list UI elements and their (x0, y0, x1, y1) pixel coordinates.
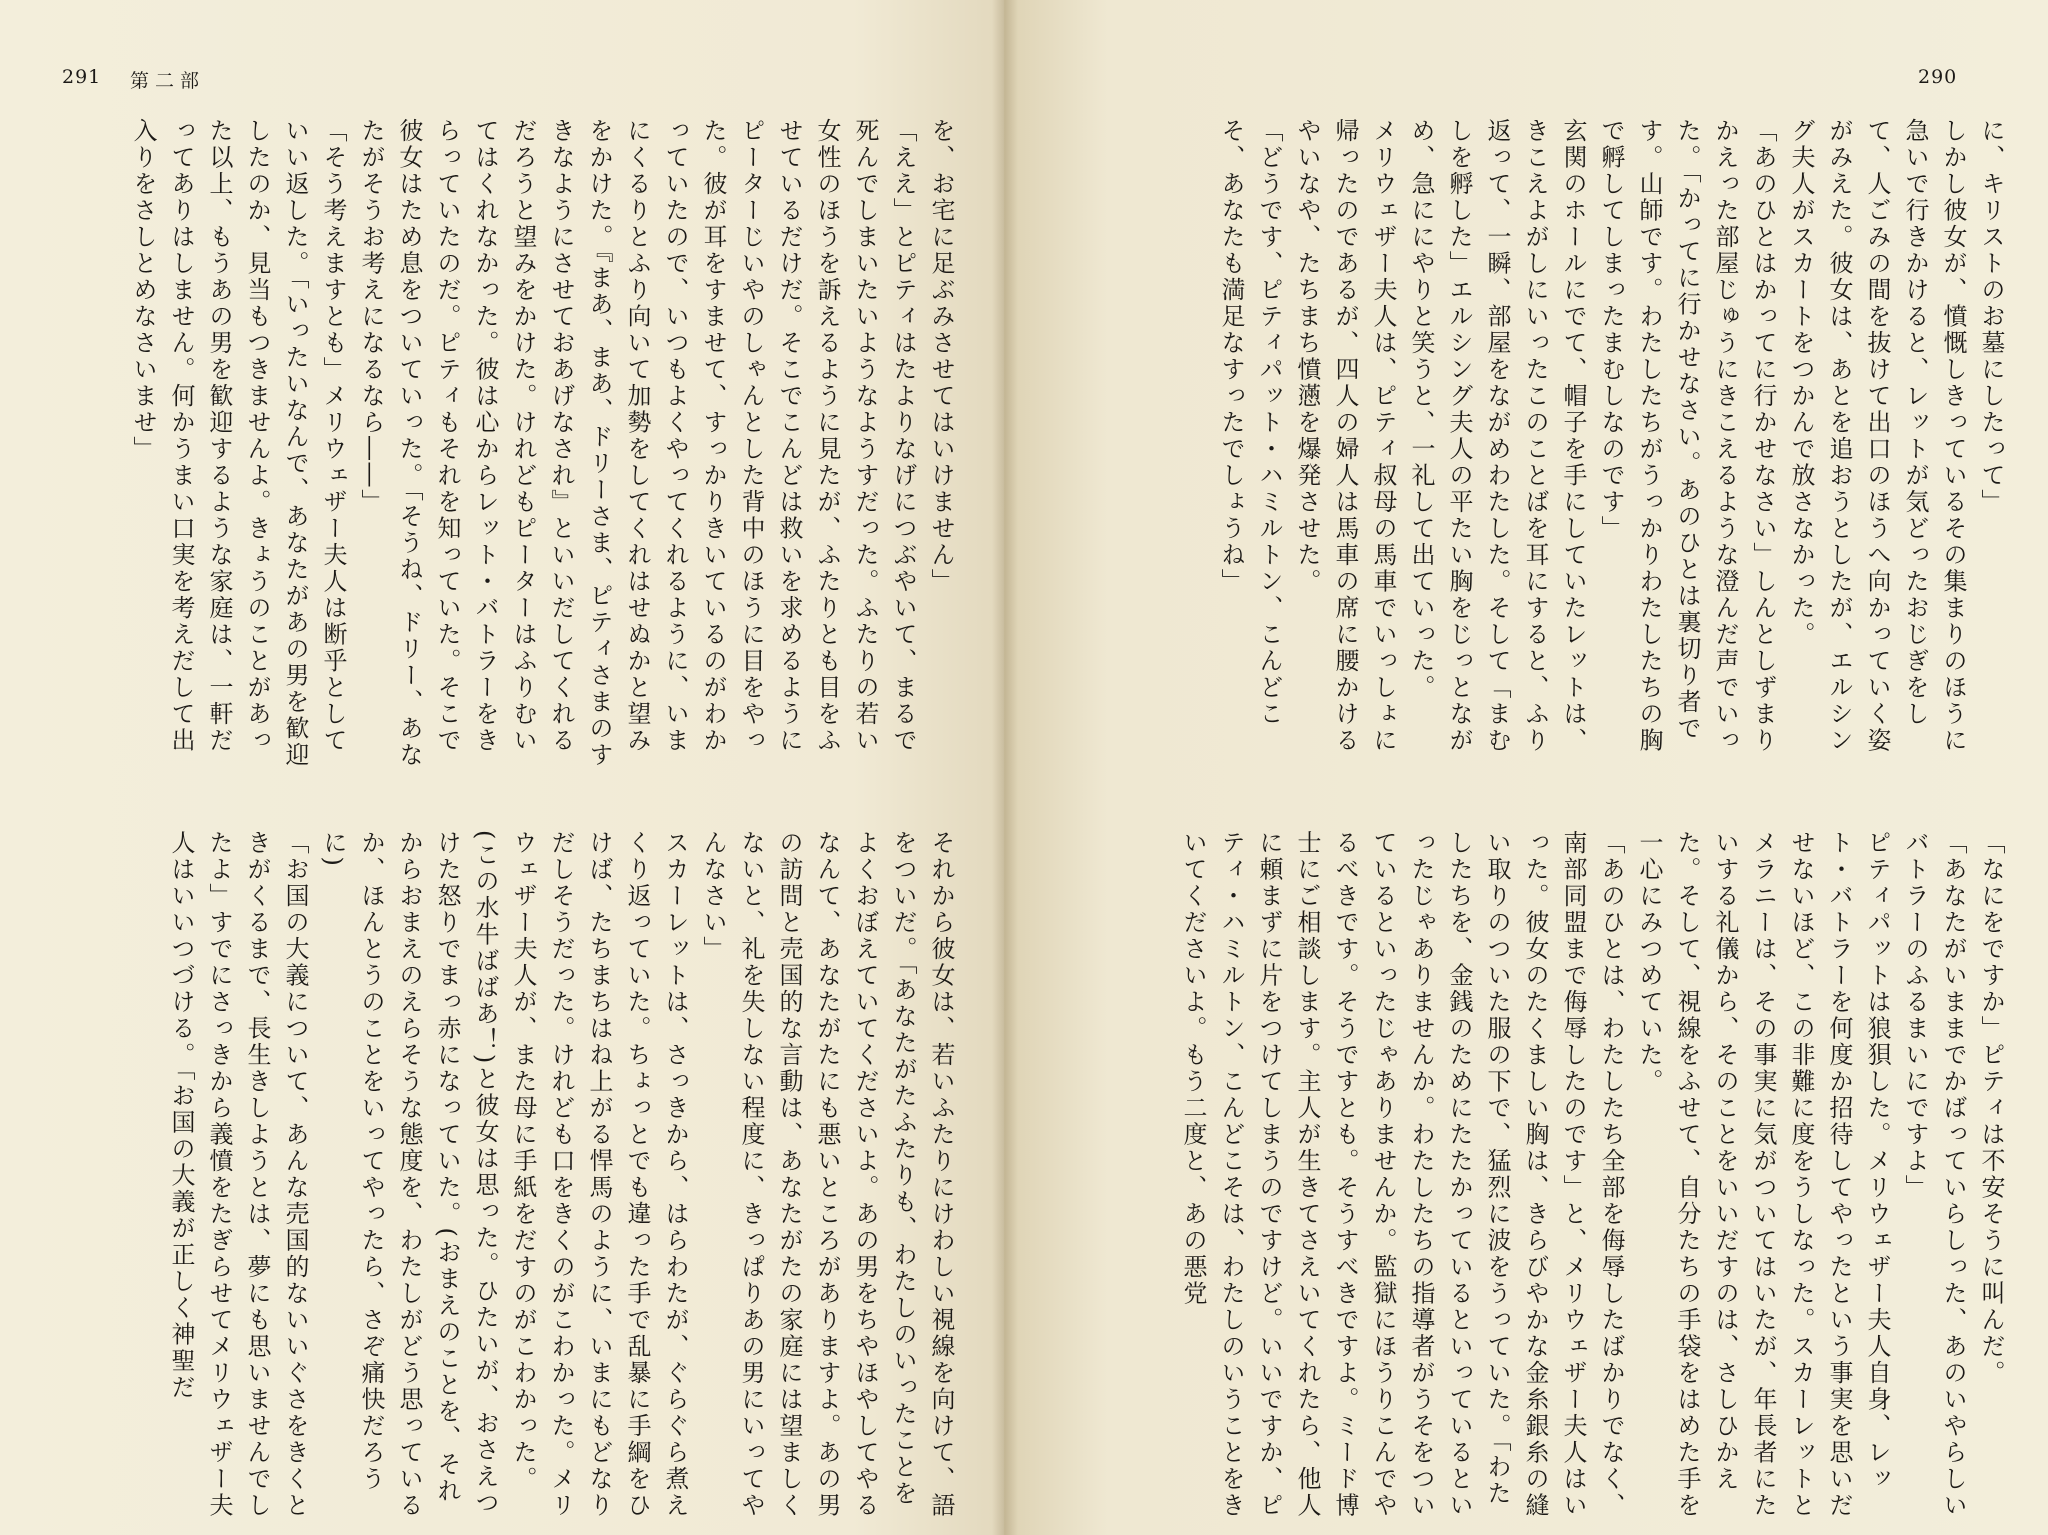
paragraph: (この水牛ばばあ！)と彼女は思った。ひたいが、おさえつけた怒りでまっ赤になっていた。(おまえのことを、それからおまえのえらそうな態度を、わたしがどう思っているか、ほんとうのことをいってやったら、さぞ痛快だろうに) (319, 830, 499, 1519)
paragraph: 「そう考えますとも」メリウェザー夫人は断乎としていい返した。「いったいなんで、あなたがあの男を歓迎したのか、見当もつきませんよ。きょうのことがあった以上、もうあの男を歓迎するような家庭は、一軒だってありはしません。何かうまい口実を考えだして出入りをさしとめなさいませ」 (129, 118, 347, 769)
running-head: 第二部 (130, 70, 206, 92)
paragraph: 玄関のホールにでて、帽子を手にしていたレットは、きこえよがしにいったこのことばを耳にすると、ふり返って、一瞬、部屋をながめわたした。そして「まむしを孵した」エルシング夫人の平たい胸をじっとながめ、急ににやりと笑うと、一礼して出ていった。 (1407, 118, 1587, 754)
left-page (0, 0, 1004, 1535)
paragraph: に、キリストのお墓にしたって」 (1977, 118, 2005, 516)
paragraph: スカーレットは、さっきから、はらわたが、ぐらぐら煮えくり返っていた。ちょっとでも違った手で乱暴に手綱をひけば、たちまちはね上がる悍馬のように、いまにもどなりだしそうだった。けれども口をきくのがこわかった。メリウェザー夫人が、また母に手紙をだすのがこわかった。 (509, 830, 689, 1519)
paragraph: しかし彼女が、憤慨しきっているその集まりのほうに急いで行きかけると、レットが気どったおじぎをして、人ごみの間を抜けて出口のほうへ向かっていく姿がみえた。彼女は、あとを追おうとしたが、エルシング夫人がスカートをつかんで放さなかった。 (1787, 118, 1967, 754)
paragraph: メリウェザー夫人は、ピティ叔母の馬車でいっしょに帰ったのであるが、四人の婦人は馬車の席に腰かけるやいなや、たちまち憤懣を爆発させた。 (1293, 118, 1397, 754)
right-page (1004, 0, 2048, 1535)
page-number-left: 291 (62, 66, 102, 88)
paragraph: 「なにをですか」ピティは不安そうに叫んだ。 (1977, 830, 2005, 1387)
paragraph: 「お国の大義について、あんな売国的ないいぐさをきくときがくるまで、長生きしようとは、夢にも思いませんでしたよ」すでにさっきから義憤をたぎらせてメリウェザー夫人はいいつづける。「お国の大義が正しく神聖だ (167, 830, 309, 1519)
left-top-text-block (40, 118, 960, 778)
paragraph: を、お宅に足ぶみさせてはいけません」 (927, 118, 955, 595)
paragraph: それから彼女は、若いふたりにけわしい視線を向けて、語をついだ。「あなたがたふたりも、わたしのいったことをよくおぼえていてくださいよ。あの男をちやほやしてやるなんて、あなたがたにも悪いところがありますよ。あの男の訪問と売国的な言動は、あなたがたの家庭には望ましくないと、礼を失しない程度に、きっぱりあの男にいってやんなさい」 (699, 830, 955, 1519)
paragraph: 「あのひとはかってに行かせなさい」しんとしずまりかえった部屋じゅうにきこえるような澄んだ声でいった。「かってに行かせなさい。あのひとは裏切り者です。山師です。わたしたちがうっかりわたしたちの胸で孵してしまったまむしなのです」 (1597, 118, 1777, 754)
left-bottom-text-block (40, 830, 960, 1520)
book-gutter (992, 0, 1018, 1535)
page-number-right: 290 (1918, 66, 1958, 88)
paragraph: 「どうです、ピティパット・ハミルトン、こんどこそ、あなたも満足なすったでしょうね」 (1217, 118, 1283, 728)
right-top-text-block (1100, 118, 2010, 778)
paragraph: 「ええ」とピティはたよりなげにつぶやいて、まるで死んでしまいたいようなようすだった。ふたりの若い女性のほうを訴えるように見たが、ふたりとも目をふせているだけだ。そこでこんどは救いを求めるようにピーターじいやのしゃんとした背中のほうに目をやった。彼が耳をすませて、すっかりきいているのがわかっていたので、いつもよくやってくれるように、いまにくるりとふり向いて加勢をしてくれはせぬかと望みをかけた。『まあ、まあ、ドリーさま、ピティさまのすきなようにさせておあげなされ』といいだしてくれるだろうと望みをかけた。けれどもピーターはふりむいてはくれなかった。彼は心からレット・バトラーをきらっていたのだ。ピティもそれを知っていた。そこで彼女はため息をついていった。「そうね、ドリー、あなたがそうお考えになるなら――」 (357, 118, 917, 769)
paragraph: 「あなたがいままでかばっていらしった、あのいやらしいバトラーのふるまいにですよ」 (1901, 830, 1967, 1519)
paragraph: ピティパットは狼狽した。メリウェザー夫人自身、レット・バトラーを何度か招待してやったという事実を思いだせないほど、この非難に度をうしなった。スカーレットとメラニーは、その事実に気がついてはいたが、年長者にたいする礼儀から、そのことをいいだすのは、さしひかえた。そして、視線をふせて、自分たちの手袋をはめた手を一心にみつめていた。 (1635, 830, 1891, 1519)
paragraph: 「あのひとは、わたしたち全部を侮辱したばかりでなく、南部同盟まで侮辱したのです」と、メリウェザー夫人はいった。彼女のたくましい胸は、きらびやかな金糸銀糸の縫い取りのついた服の下で、猛烈に波をうっていた。「わたしたちを、金銭のためにたたかっているといっているといったじゃありませんか。わたしたちの指導者がうそをついているといったじゃありませんか。監獄にほうりこんでやるべきです。そうですとも。そうすべきですよ。ミード博士にご相談します。主人が生きてさえいてくれたら、他人に頼まずに片をつけてしまうのですけど。いいですか、ピティ・ハミルトン、こんどこそは、わたしのいうことをきいてくださいよ。もう二度と、あの悪党 (1179, 830, 1625, 1519)
right-bottom-text-block (1100, 830, 2010, 1520)
